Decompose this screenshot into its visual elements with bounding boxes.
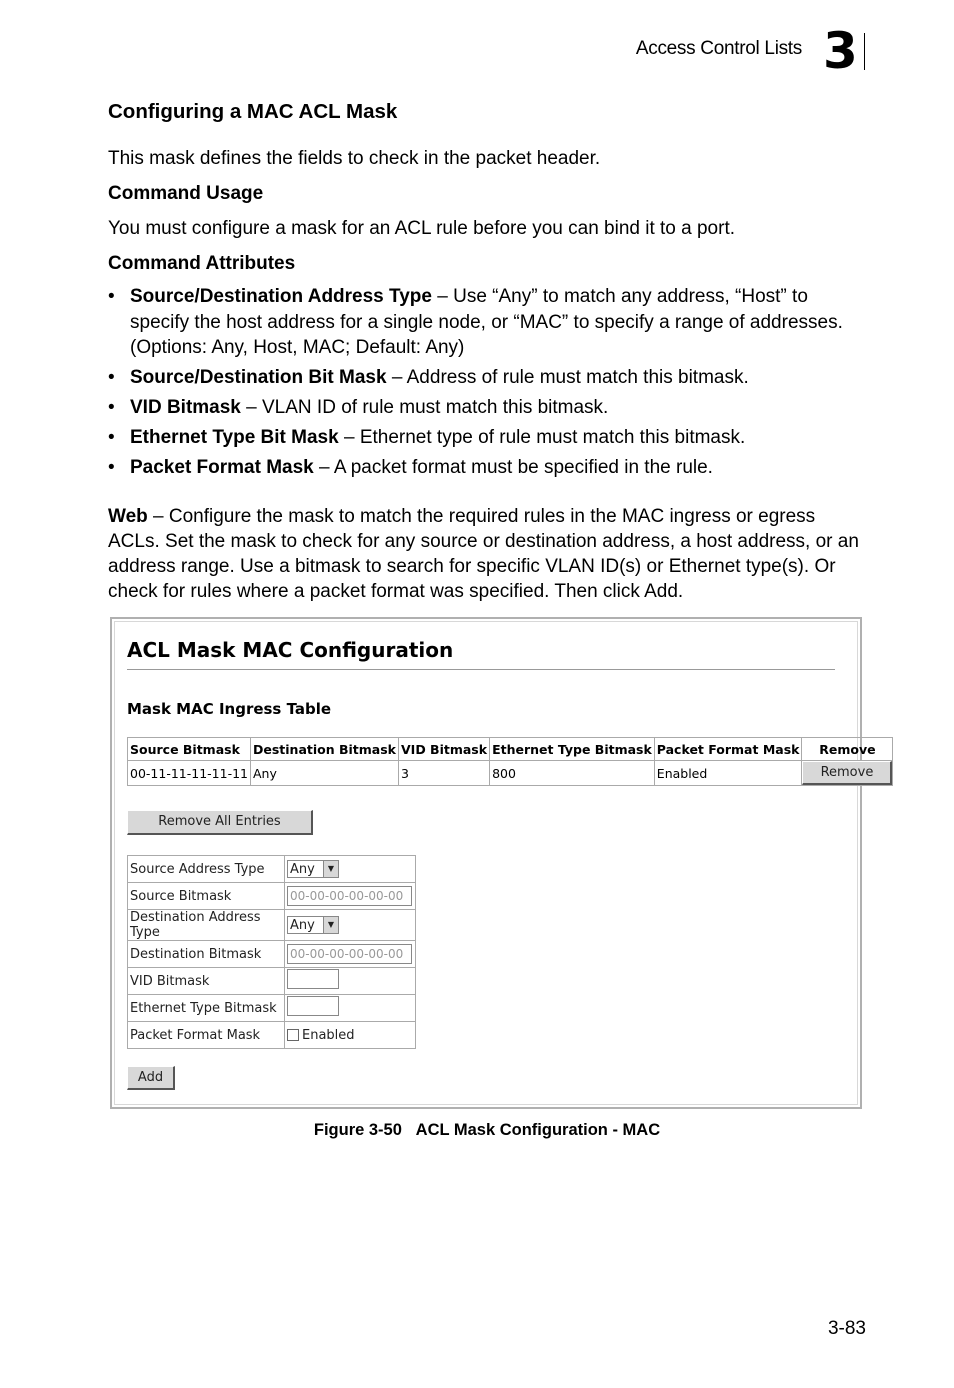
- figure-caption-text: ACL Mask Configuration - MAC: [415, 1121, 661, 1139]
- source-address-type-select[interactable]: Any ▼: [287, 860, 339, 878]
- figure-page-title: ACL Mask MAC Configuration: [127, 638, 454, 662]
- col-vid-bitmask: VID Bitmask: [399, 738, 490, 761]
- attribute-term: Packet Format Mask: [130, 457, 314, 478]
- command-usage-heading: Command Usage: [108, 183, 264, 204]
- form-row: [128, 910, 416, 941]
- remove-row-button[interactable]: Remove: [802, 761, 892, 785]
- col-remove: Remove: [802, 738, 893, 761]
- list-item: • Source/Destination Bit Mask – Address of rule must match this bitmask.: [108, 367, 749, 388]
- attribute-list: [108, 284, 868, 485]
- table-header-row: [128, 738, 893, 761]
- running-header-title: Access Control Lists: [635, 38, 802, 59]
- source-bitmask-input[interactable]: 00-00-00-00-00-00: [287, 886, 412, 906]
- attribute-desc: – VLAN ID of rule must match this bitmask.: [240, 397, 609, 418]
- section-title: Configuring a MAC ACL Mask: [108, 100, 398, 123]
- chapter-number: 3: [823, 22, 858, 80]
- destination-bitmask-input[interactable]: 00-00-00-00-00-00: [287, 944, 412, 964]
- attribute-desc: – Address of rule must match this bitmask.: [386, 367, 749, 388]
- destination-bitmask-label: Destination Bitmask: [128, 941, 285, 968]
- ethernet-type-bitmask-input[interactable]: [287, 996, 339, 1016]
- col-ethernet-type-bitmask: Ethernet Type Bitmask: [490, 738, 655, 761]
- figure-caption: [0, 1121, 954, 1140]
- vid-bitmask-input[interactable]: [287, 969, 339, 989]
- table-row: [128, 761, 893, 786]
- remove-all-entries-button[interactable]: Remove All Entries: [127, 810, 313, 835]
- source-address-type-label: Source Address Type: [128, 856, 285, 883]
- col-destination-bitmask: Destination Bitmask: [251, 738, 399, 761]
- list-item: • VID Bitmask – VLAN ID of rule must match this bitmask.: [108, 397, 609, 418]
- command-usage-text: You must configure a mask for an ACL rule before you can bind it to a port.: [108, 218, 736, 239]
- attribute-term: Source/Destination Address Type: [130, 286, 432, 307]
- cell-packet-format: Enabled: [654, 761, 802, 786]
- packet-format-enabled-checkbox[interactable]: [287, 1029, 299, 1041]
- form-row: [128, 856, 416, 883]
- dropdown-arrow-icon: ▼: [323, 861, 338, 877]
- attribute-term: Source/Destination Bit Mask: [130, 367, 387, 388]
- destination-address-type-select[interactable]: Any ▼: [287, 916, 339, 934]
- vid-bitmask-label: VID Bitmask: [128, 968, 285, 995]
- web-text: – Configure the mask to match the required rules in the MAC ingress or egress ACLs. Set the mask to check for any source or destination address, a host address, or an address range. Use a bitmask to search for specific VLAN ID(s) or Ethernet type(s). Or check for rules where a packet format was specified. Then click Add.: [108, 506, 859, 602]
- packet-format-enabled-label: Enabled: [302, 1027, 355, 1043]
- list-item: • Ethernet Type Bit Mask – Ethernet type of rule must match this bitmask.: [108, 427, 746, 448]
- attribute-term: VID Bitmask: [130, 397, 241, 418]
- list-item: • Packet Format Mask – A packet format must be specified in the rule.: [108, 457, 713, 478]
- destination-address-type-label: Destination Address Type: [128, 910, 285, 941]
- cell-ethertype: 800: [490, 761, 655, 786]
- col-packet-format-mask: Packet Format Mask: [654, 738, 802, 761]
- attribute-desc: – Use “Any” to match any address, “Host” to specify the host address for a single node, or “MAC” to specify a range of addresses. (Options: Any, Host, MAC; Default: Any): [130, 286, 843, 358]
- source-bitmask-label: Source Bitmask: [128, 883, 285, 910]
- figure-screenshot: [110, 617, 876, 1109]
- cell-vid: 3: [399, 761, 490, 786]
- add-button[interactable]: Add: [127, 1066, 175, 1090]
- cell-source: 00-11-11-11-11-11: [128, 761, 251, 786]
- form-row: [128, 883, 416, 910]
- command-attributes-heading: Command Attributes: [108, 253, 296, 274]
- page-number: 3-83: [827, 1318, 866, 1339]
- dropdown-arrow-icon: ▼: [323, 917, 338, 933]
- form-row: [128, 968, 416, 995]
- web-paragraph: [108, 504, 868, 604]
- form-row: [128, 941, 416, 968]
- figure-number: Figure 3-50: [313, 1121, 402, 1139]
- title-divider: [127, 669, 835, 670]
- web-label: Web: [108, 506, 148, 527]
- ingress-table-title: Mask MAC Ingress Table: [127, 700, 332, 718]
- col-source-bitmask: Source Bitmask: [128, 738, 251, 761]
- chapter-divider: [864, 33, 865, 70]
- intro-paragraph: This mask defines the fields to check in the packet header.: [108, 148, 601, 169]
- cell-destination: Any: [251, 761, 399, 786]
- form-row: [128, 1022, 416, 1049]
- attribute-term: Ethernet Type Bit Mask: [130, 427, 339, 448]
- list-item: • Source/Destination Address Type – Use “Any” to match any address, “Host” to specify the host address for a single node, or “MAC” to specify a range of addresses. (Options: Any, Host, MAC; Default: Any): [108, 286, 843, 358]
- mask-form: [127, 855, 416, 1049]
- attribute-desc: – A packet format must be specified in the rule.: [313, 457, 713, 478]
- ethernet-type-bitmask-label: Ethernet Type Bitmask: [128, 995, 285, 1022]
- form-row: [128, 995, 416, 1022]
- ingress-table: [127, 737, 893, 786]
- packet-format-mask-label: Packet Format Mask: [128, 1022, 285, 1049]
- attribute-desc: – Ethernet type of rule must match this bitmask.: [338, 427, 746, 448]
